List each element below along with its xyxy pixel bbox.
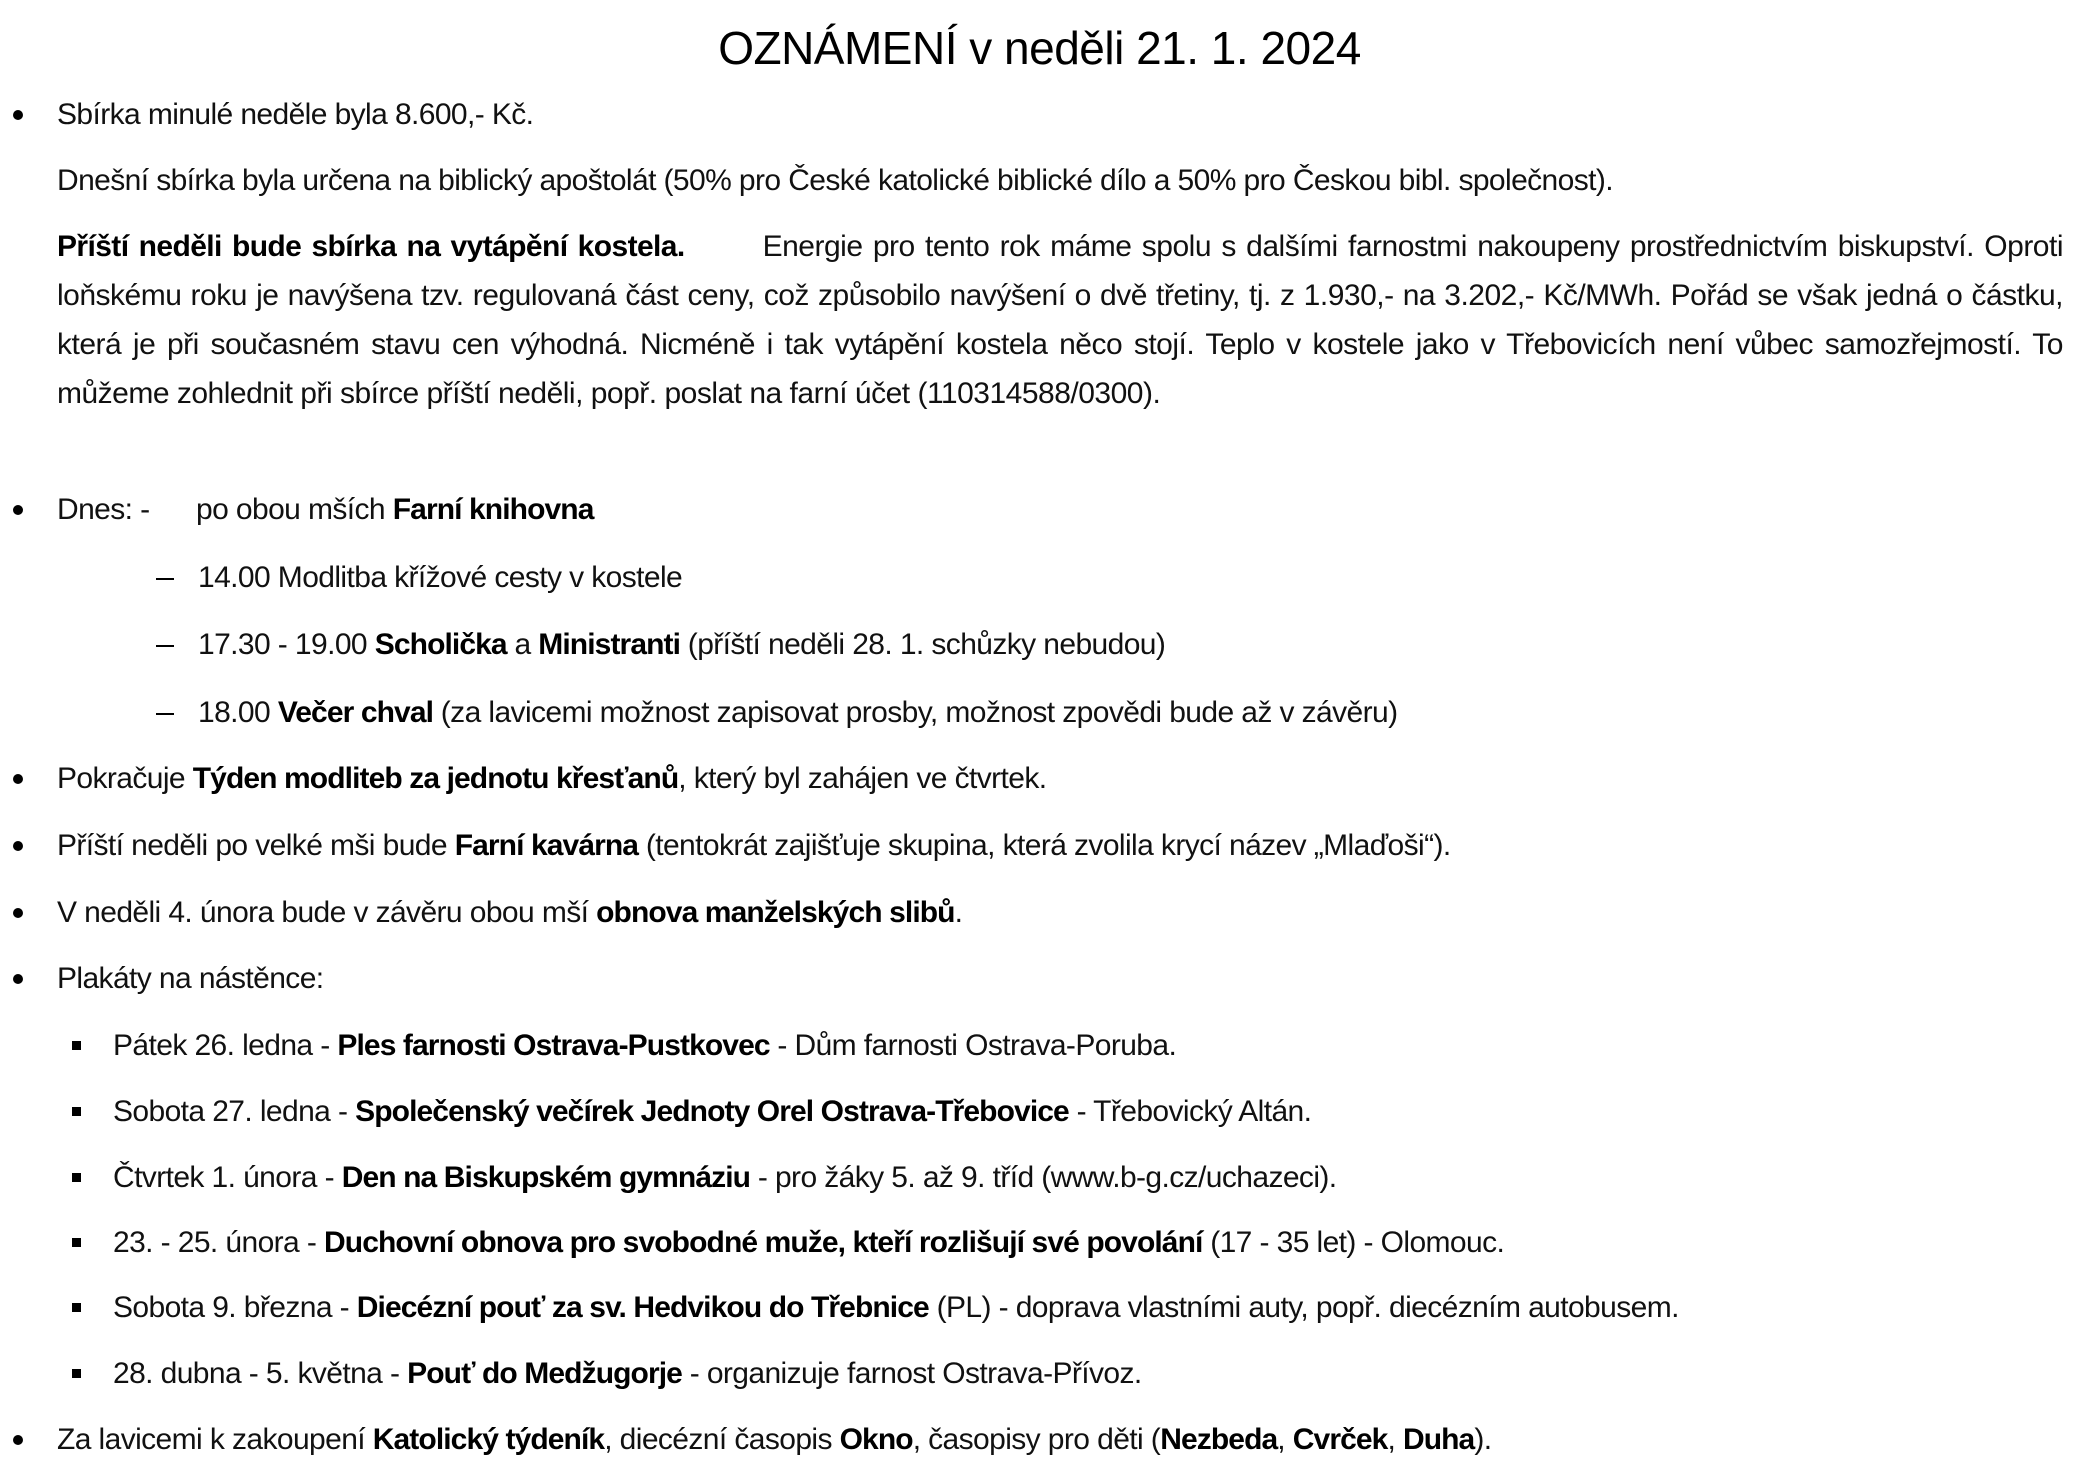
bullet-item [57, 762, 1047, 796]
square-bullet-icon [72, 1173, 81, 1182]
bullet-icon [13, 908, 23, 918]
today-item [198, 696, 1397, 730]
poster-event: Diecézní pouť za sv. Hedvikou do Třebnice [356, 1291, 929, 1324]
page-title: OZNÁMENÍ v neděli 21. 1. 2024 [718, 22, 1361, 74]
bullet-bold: Týden modliteb za jednotu křesťanů [192, 762, 679, 795]
press-bold: Okno [839, 1423, 913, 1456]
today-item-bold: Večer chval [277, 696, 434, 729]
poster-item [113, 1095, 1311, 1129]
today-library [196, 493, 594, 527]
press-text: , časopisy pro děti ( [912, 1423, 1161, 1456]
press-bold: Nezbeda [1160, 1423, 1278, 1456]
poster-event: Duchovní obnova pro svobodné muže, kteří rozlišují své povolání [324, 1226, 1203, 1259]
bullet-text: , který byl zahájen ve čtvrtek. [678, 762, 1047, 795]
square-bullet-icon [72, 1107, 81, 1116]
bullet-text: . [954, 896, 963, 929]
bullet-item [57, 962, 324, 996]
square-bullet-icon [72, 1238, 81, 1247]
collection-next-body: Energie pro tento rok máme spolu s dalšími farnostmi nakoupeny prostřednictvím biskupství. Oproti loňskému roku je navýšena tzv. regulovaná část ceny, což způsobilo navýšení o dvě třetiny, tj. z 1.930,- na 3.202,- Kč/MWh. Pořád se však jedná o částku, která je při současném stavu cen výhodná. Nicméně i tak vytápění kostela něco stojí. Teplo v kostele jako v Třebovicích není vůbec samozřejmostí. To můžeme zohlednit při sbírce příští neděli, popř. poslat na farní účet (110314588/0300). [57, 230, 2063, 410]
press-item [57, 1423, 1491, 1457]
collection-last-week: Sbírka minulé neděle byla 8.600,- Kč. [57, 98, 534, 131]
press-bold: Cvrček [1292, 1423, 1388, 1456]
poster-item [113, 1226, 1504, 1260]
bullet-text: Pokračuje [57, 762, 193, 795]
poster-event: Den na Biskupském gymnáziu [341, 1161, 751, 1194]
today-prefix: Dnes: - [57, 493, 150, 526]
bullet-item [57, 896, 962, 930]
today-library-pre: po obou mších [196, 493, 393, 526]
poster-date: Pátek 26. ledna - [113, 1029, 338, 1062]
collection-next-paragraph [57, 222, 2063, 418]
press-text: , [1277, 1423, 1293, 1456]
bullet-icon [13, 1435, 23, 1445]
today-item-text: a [506, 628, 539, 661]
press-text: Za lavicemi k zakoupení [57, 1423, 373, 1456]
today-item-text: (za lavicemi možnost zapisovat prosby, možnost zpovědi bude až v závěru) [433, 696, 1398, 729]
poster-item [113, 1029, 1176, 1063]
poster-date: Čtvrtek 1. února - [113, 1161, 342, 1194]
today-item-text: 17.30 - 19.00 [198, 628, 375, 661]
bullet-text: Příští neděli po velké mši bude [57, 829, 455, 862]
today-item-bold: Scholička [374, 628, 507, 661]
poster-date: Sobota 9. března - [113, 1291, 357, 1324]
press-bold: Katolický týdeník [372, 1423, 605, 1456]
bullet-icon [13, 841, 23, 851]
dash-icon [156, 645, 174, 647]
bullet-text: (tentokrát zajišťuje skupina, která zvolila krycí název „Mlaďoši“). [638, 829, 1451, 862]
poster-item [113, 1291, 1679, 1325]
poster-details: (17 - 35 let) - Olomouc. [1202, 1226, 1505, 1259]
bullet-bold: obnova manželských slibů [596, 896, 955, 929]
collection-today: Dnešní sbírka byla určena na biblický apoštolát (50% pro České katolické biblické dílo a 50% pro Českou bibl. společnost). [57, 164, 1613, 197]
bullet-icon [13, 974, 23, 984]
poster-details: - Dům farnosti Ostrava-Poruba. [769, 1029, 1177, 1062]
press-text: , [1387, 1423, 1403, 1456]
dash-icon [156, 713, 174, 715]
poster-details: (PL) - doprava vlastními auty, popř. diecézním autobusem. [928, 1291, 1679, 1324]
bullet-icon [13, 110, 23, 120]
today-item-text: 14.00 Modlitba křížové cesty v kostele [198, 561, 683, 594]
square-bullet-icon [72, 1041, 81, 1050]
poster-item [113, 1357, 1142, 1391]
today-item-text: 18.00 [198, 696, 278, 729]
poster-details: - pro žáky 5. až 9. tříd (www.b-g.cz/uchazeci). [750, 1161, 1337, 1194]
press-text: ). [1474, 1423, 1492, 1456]
bullet-icon [13, 774, 23, 784]
bullet-item [57, 829, 1451, 863]
press-bold: Duha [1402, 1423, 1475, 1456]
square-bullet-icon [72, 1369, 81, 1378]
today-item-bold: Ministranti [538, 628, 681, 661]
poster-date: 28. dubna - 5. května - [113, 1357, 408, 1390]
poster-details: - organizuje farnost Ostrava-Přívoz. [681, 1357, 1142, 1390]
bullet-icon [13, 505, 23, 515]
poster-event: Pouť do Medžugorje [407, 1357, 682, 1390]
bullet-text: V neděli 4. února bude v závěru obou mší [57, 896, 597, 929]
poster-item [113, 1161, 1337, 1195]
poster-event: Ples farnosti Ostrava-Pustkovec [337, 1029, 770, 1062]
today-item [198, 628, 1165, 662]
press-text: , diecézní časopis [604, 1423, 840, 1456]
today-library-bold: Farní knihovna [392, 493, 594, 526]
poster-date: Sobota 27. ledna - [113, 1095, 356, 1128]
today-item [198, 561, 682, 595]
poster-date: 23. - 25. února - [113, 1226, 324, 1259]
poster-details: - Třebovický Altán. [1068, 1095, 1312, 1128]
today-item-text: (příští neděli 28. 1. schůzky nebudou) [680, 628, 1166, 661]
dash-icon [156, 578, 174, 580]
bullet-text: Plakáty na nástěnce: [57, 962, 324, 995]
square-bullet-icon [72, 1303, 81, 1312]
poster-event: Společenský večírek Jednoty Orel Ostrava-Třebovice [355, 1095, 1069, 1128]
collection-next-heading: Příští neděli bude sbírka na vytápění kostela. [57, 230, 685, 263]
bullet-bold: Farní kavárna [454, 829, 639, 862]
